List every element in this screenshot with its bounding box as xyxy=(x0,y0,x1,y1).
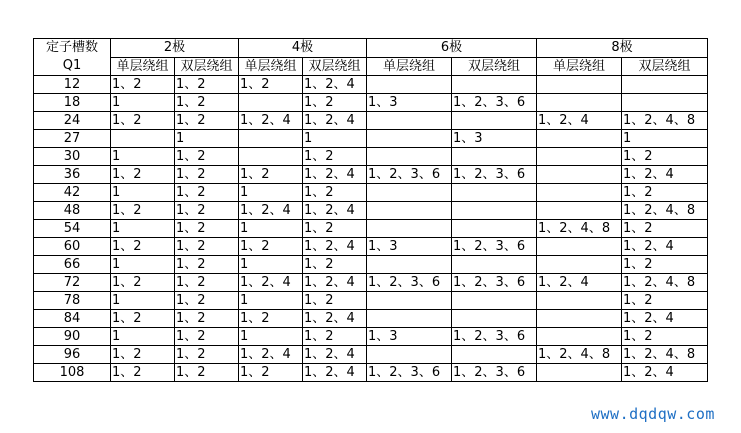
table-row xyxy=(34,274,708,292)
table-cell: 1、2 xyxy=(175,274,239,292)
table-cell: 1、2 xyxy=(175,76,239,94)
table-cell: 1、2 xyxy=(622,220,708,238)
pole-header-8: 8极 xyxy=(537,39,708,58)
table-cell xyxy=(537,202,622,220)
table-cell: 1、2 xyxy=(175,346,239,364)
table-cell: 1 xyxy=(175,130,239,148)
table-cell: 1、2 xyxy=(622,292,708,310)
table-cell xyxy=(452,220,537,238)
slot-count-cell: 90 xyxy=(34,328,111,346)
table-cell: 1、2 xyxy=(239,310,303,328)
table-cell: 1、2、4 xyxy=(303,364,367,382)
table-cell: 1、2、4 xyxy=(239,112,303,130)
table-cell xyxy=(111,130,175,148)
slot-count-cell: 60 xyxy=(34,238,111,256)
double-layer-header: 双层绕组 xyxy=(452,57,537,76)
table-row xyxy=(34,310,708,328)
table-row xyxy=(34,94,708,112)
table-cell: 1、3 xyxy=(367,238,452,256)
table-cell: 1、2、3、6 xyxy=(452,328,537,346)
table-cell: 1、2、3、6 xyxy=(452,238,537,256)
table-cell: 1、2、4 xyxy=(239,346,303,364)
table-cell: 1、2 xyxy=(622,184,708,202)
table-cell: 1、2 xyxy=(303,328,367,346)
header-row-winding xyxy=(34,57,708,76)
table-cell: 1 xyxy=(111,256,175,274)
table-cell: 1 xyxy=(303,130,367,148)
header-row-poles xyxy=(34,39,708,58)
table-cell xyxy=(537,184,622,202)
table-cell xyxy=(367,184,452,202)
table-row xyxy=(34,148,708,166)
table-body xyxy=(34,76,708,382)
table-cell: 1 xyxy=(239,292,303,310)
table-cell: 1、2、4 xyxy=(622,310,708,328)
table-cell: 1、2 xyxy=(175,256,239,274)
table-cell: 1、2、4 xyxy=(303,202,367,220)
table-cell: 1、2、3、6 xyxy=(367,166,452,184)
table-cell: 1 xyxy=(111,292,175,310)
table-cell: 1、3 xyxy=(367,328,452,346)
table-cell xyxy=(367,220,452,238)
table-cell xyxy=(367,202,452,220)
table-cell: 1、2 xyxy=(175,112,239,130)
table-cell xyxy=(452,346,537,364)
table-cell: 1、2、4、8 xyxy=(537,220,622,238)
table-cell: 1、2 xyxy=(239,166,303,184)
slot-count-cell: 18 xyxy=(34,94,111,112)
table-row xyxy=(34,220,708,238)
table-cell: 1、2 xyxy=(303,184,367,202)
slot-count-cell: 42 xyxy=(34,184,111,202)
table-cell xyxy=(537,130,622,148)
table-cell: 1、2 xyxy=(622,148,708,166)
slot-count-cell: 36 xyxy=(34,166,111,184)
table-cell xyxy=(452,202,537,220)
table-row xyxy=(34,238,708,256)
table-cell: 1、2、4 xyxy=(622,364,708,382)
table-cell xyxy=(452,76,537,94)
table-cell xyxy=(367,256,452,274)
double-layer-header: 双层绕组 xyxy=(175,57,239,76)
q1-header-line1: 定子槽数 xyxy=(45,40,98,55)
table-cell xyxy=(367,148,452,166)
table-cell xyxy=(367,112,452,130)
double-layer-header: 双层绕组 xyxy=(303,57,367,76)
table-cell xyxy=(537,166,622,184)
table-cell: 1 xyxy=(239,184,303,202)
table-cell: 1、2 xyxy=(175,328,239,346)
table-cell: 1、2、4、8 xyxy=(622,274,708,292)
table-row xyxy=(34,328,708,346)
table-row xyxy=(34,346,708,364)
table-cell: 1、2、4、8 xyxy=(622,346,708,364)
double-layer-header: 双层绕组 xyxy=(622,57,708,76)
table-cell: 1、2、4 xyxy=(303,166,367,184)
table-cell: 1、2 xyxy=(303,94,367,112)
table-cell xyxy=(452,112,537,130)
table-cell: 1、2 xyxy=(175,364,239,382)
table-cell xyxy=(537,292,622,310)
table-cell xyxy=(367,130,452,148)
table-cell: 1、2、4、8 xyxy=(537,346,622,364)
table-cell: 1、2 xyxy=(111,310,175,328)
table-cell: 1、2、4、8 xyxy=(622,202,708,220)
single-layer-header: 单层绕组 xyxy=(111,57,175,76)
table-cell: 1、2、4 xyxy=(303,346,367,364)
slot-count-cell: 12 xyxy=(34,76,111,94)
table-cell: 1、2 xyxy=(111,346,175,364)
single-layer-header: 单层绕组 xyxy=(367,57,452,76)
table-cell: 1、2 xyxy=(303,292,367,310)
table-cell xyxy=(367,310,452,328)
single-layer-header: 单层绕组 xyxy=(537,57,622,76)
table-cell: 1 xyxy=(239,328,303,346)
table-row xyxy=(34,202,708,220)
table-cell xyxy=(622,76,708,94)
table-cell: 1、2 xyxy=(111,76,175,94)
table-cell: 1、2 xyxy=(111,166,175,184)
table-cell: 1、2、4 xyxy=(622,166,708,184)
slot-count-cell: 24 xyxy=(34,112,111,130)
table-cell: 1 xyxy=(111,94,175,112)
table-cell: 1、3 xyxy=(367,94,452,112)
table-cell xyxy=(452,148,537,166)
slot-count-cell: 30 xyxy=(34,148,111,166)
table-cell: 1、2 xyxy=(303,148,367,166)
q1-header xyxy=(34,39,111,76)
table-cell xyxy=(239,148,303,166)
table-cell: 1、2、4 xyxy=(239,274,303,292)
table-cell: 1、2 xyxy=(175,238,239,256)
table-cell: 1、2 xyxy=(622,256,708,274)
table-cell: 1、3 xyxy=(452,130,537,148)
table-row xyxy=(34,130,708,148)
table-cell: 1、2 xyxy=(303,256,367,274)
table-cell: 1、2、3、6 xyxy=(452,94,537,112)
table-cell xyxy=(367,292,452,310)
slot-count-cell: 54 xyxy=(34,220,111,238)
table-cell: 1、2 xyxy=(239,238,303,256)
table-cell: 1、2、4、8 xyxy=(622,112,708,130)
table-cell: 1 xyxy=(239,256,303,274)
table-cell xyxy=(537,94,622,112)
table-cell xyxy=(537,256,622,274)
table-cell: 1、2 xyxy=(175,220,239,238)
slot-count-cell: 108 xyxy=(34,364,111,382)
table-row xyxy=(34,184,708,202)
table-cell: 1、2 xyxy=(111,238,175,256)
table-cell: 1、2、3、6 xyxy=(452,364,537,382)
q1-header-line2: Q1 xyxy=(62,58,82,73)
table-row xyxy=(34,76,708,94)
table-cell: 1、2 xyxy=(175,202,239,220)
table-cell: 1、2 xyxy=(622,328,708,346)
table-cell xyxy=(452,310,537,328)
table-row xyxy=(34,256,708,274)
table-cell: 1、2、4 xyxy=(303,310,367,328)
table-cell: 1、2 xyxy=(175,94,239,112)
table-cell: 1、2、4 xyxy=(537,274,622,292)
table-cell xyxy=(622,94,708,112)
slot-count-cell: 48 xyxy=(34,202,111,220)
table-row xyxy=(34,364,708,382)
table-row xyxy=(34,166,708,184)
table-cell: 1 xyxy=(239,220,303,238)
slot-count-cell: 96 xyxy=(34,346,111,364)
slot-count-cell: 84 xyxy=(34,310,111,328)
table-cell xyxy=(537,310,622,328)
pole-header-4: 4极 xyxy=(239,39,367,58)
table-cell xyxy=(367,76,452,94)
table-cell: 1 xyxy=(111,328,175,346)
site-watermark: www.dqdqw.com xyxy=(591,405,715,423)
table-cell: 1 xyxy=(111,184,175,202)
table-cell: 1、2、3、6 xyxy=(367,364,452,382)
table-cell: 1、2、4 xyxy=(303,238,367,256)
table-cell: 1、2 xyxy=(303,220,367,238)
table-row xyxy=(34,292,708,310)
table-cell: 1 xyxy=(111,220,175,238)
table-row xyxy=(34,112,708,130)
table-cell: 1、2、4 xyxy=(537,112,622,130)
slot-count-cell: 27 xyxy=(34,130,111,148)
table-cell xyxy=(537,328,622,346)
table-cell xyxy=(537,364,622,382)
table-cell xyxy=(239,130,303,148)
table-cell: 1、2 xyxy=(175,184,239,202)
table-cell: 1、2、3、6 xyxy=(367,274,452,292)
table-cell: 1、2 xyxy=(175,148,239,166)
table-cell xyxy=(537,76,622,94)
table-cell: 1、2 xyxy=(111,274,175,292)
table-cell: 1、2 xyxy=(175,166,239,184)
table-cell xyxy=(537,148,622,166)
table-cell: 1、2 xyxy=(111,112,175,130)
table-cell: 1、2 xyxy=(111,202,175,220)
table-cell xyxy=(452,292,537,310)
table-cell xyxy=(452,256,537,274)
table-cell: 1、2、4 xyxy=(239,202,303,220)
pole-header-2: 2极 xyxy=(111,39,239,58)
pole-header-6: 6极 xyxy=(367,39,537,58)
table-cell: 1、2、4 xyxy=(622,238,708,256)
table-cell xyxy=(452,184,537,202)
winding-table xyxy=(33,38,708,382)
slot-count-cell: 78 xyxy=(34,292,111,310)
table-cell: 1、2、3、6 xyxy=(452,274,537,292)
table-cell: 1、2、4 xyxy=(303,112,367,130)
table-cell: 1、2 xyxy=(239,76,303,94)
slot-count-cell: 66 xyxy=(34,256,111,274)
table-cell xyxy=(367,346,452,364)
slot-count-cell: 72 xyxy=(34,274,111,292)
table-cell: 1、2、3、6 xyxy=(452,166,537,184)
table-cell: 1 xyxy=(622,130,708,148)
table-cell xyxy=(239,94,303,112)
table-cell: 1、2、4 xyxy=(303,274,367,292)
table-cell xyxy=(537,238,622,256)
single-layer-header: 单层绕组 xyxy=(239,57,303,76)
table-cell: 1、2、4 xyxy=(303,76,367,94)
table-cell: 1、2 xyxy=(239,364,303,382)
table-cell: 1、2 xyxy=(175,310,239,328)
table-cell: 1、2 xyxy=(175,292,239,310)
table-cell: 1、2 xyxy=(111,364,175,382)
table-cell: 1 xyxy=(111,148,175,166)
